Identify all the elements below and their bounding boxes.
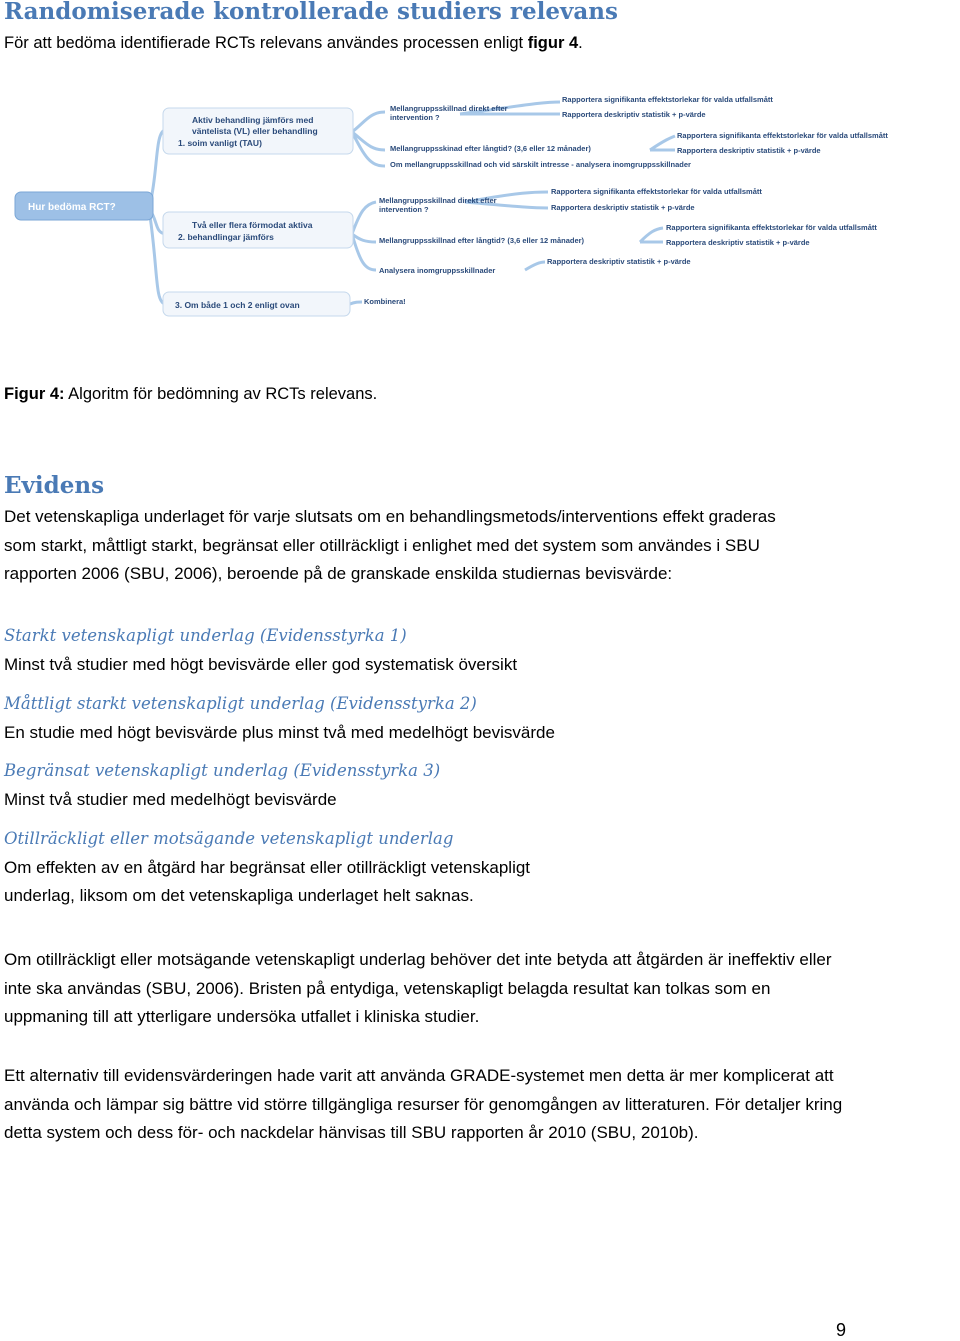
branch2-line2: 2. behandlingar jämförs <box>178 232 274 242</box>
evidence-intro-paragraph: Det vetenskapliga underlaget för varje slutsats om en behandlingsmetods/interventions effekt graderas som starkt, måttligt starkt, begränsat eller otillräckligt i enlighet med det system som användes i SBU rapporten 2006 (SBU, 2006), beroende på de granskade enskilda studiernas bevisvärde: <box>4 507 776 584</box>
root-node-label: Hur bedöma RCT? <box>28 202 116 213</box>
branch3-label: 3. Om både 1 och 2 enligt ovan <box>175 300 300 310</box>
level-4-title: Otillräckligt eller motsägande vetenskapligt underlag <box>4 829 454 848</box>
b2-q2-a2: Rapportera deskriptiv statistik + p-värde <box>666 238 810 247</box>
b1-q2-a1: Rapportera signifikanta effektstorlekar för valda utfallsmått <box>677 131 888 140</box>
b1-q1-line1: Mellangruppsskillnad direkt efter <box>390 104 508 113</box>
level-2-desc: En studie med högt bevisvärde plus minst två med medelhögt bevisvärde <box>4 722 555 742</box>
paragraph-insufficient: Om otillräckligt eller motsägande vetenskapligt underlag behöver det inte betyda att åtgärden är ineffektiv eller inte ska användas (SBU, 2006). Bristen på entydiga, vetenskapligt belagda resultat kan tolkas som en uppmaning till att ytterligare undersöka utfallet i kliniska studier. <box>4 950 832 1027</box>
branch1-line2: väntelista (VL) eller behandling <box>192 126 318 136</box>
b2-q2-a1: Rapportera signifikanta effektstorlekar för valda utfallsmått <box>666 223 877 232</box>
section-heading-evidens: Evidens <box>4 472 105 499</box>
b2-q2: Mellangruppsskillnad efter långtid? (3,6 eller 12 månader) <box>379 236 585 245</box>
branch2-line1: Två eller flera förmodat aktiva <box>192 220 313 230</box>
b1-q2-a2: Rapportera deskriptiv statistik + p-värde <box>677 146 821 155</box>
branch1-line1: Aktiv behandling jämförs med <box>192 115 314 125</box>
intro-paragraph <box>4 34 583 53</box>
b2-q1-a1: Rapportera signifikanta effektstorlekar för valda utfallsmått <box>551 187 762 196</box>
b2-q3-a: Rapportera deskriptiv statistik + p-värde <box>547 257 691 266</box>
paragraph-grade: Ett alternativ till evidensvärderingen hade varit att använda GRADE-systemet men detta är mer komplicerat att använda och lämpar sig bättre vid större tillgängliga resurser för genomgången av litteraturen. För detaljer kring detta system och dess för- och nackdelar hänvisas till SBU rapporten år 2010 (SBU, 2010b). <box>4 1066 843 1143</box>
level-4-desc-1: Om effekten av en åtgärd har begränsat eller otillräckligt vetenskapligt <box>4 857 531 877</box>
rct-algorithm-mindmap <box>0 92 960 324</box>
intro-end: . <box>578 34 583 52</box>
page-number: 9 <box>836 1320 847 1340</box>
b1-q1-a2: Rapportera deskriptiv statistik + p-värde <box>562 110 706 119</box>
b1-q1-line2: intervention ? <box>390 113 440 122</box>
level-3-desc: Minst två studier med medelhögt bevisvärde <box>4 789 337 809</box>
figure-caption <box>4 385 377 404</box>
level-1 <box>4 622 904 679</box>
caption-label: Figur 4: <box>4 385 65 403</box>
level-1-desc: Minst två studier med högt bevisvärde eller god systematisk översikt <box>4 654 518 674</box>
level-3-title: Begränsat vetenskapligt underlag (Evidensstyrka 3) <box>4 761 441 780</box>
branch2-node <box>163 212 353 248</box>
level-3 <box>4 757 904 814</box>
b1-q1-a1: Rapportera signifikanta effektstorlekar för valda utfallsmått <box>562 95 773 104</box>
b2-q1-line2: intervention ? <box>379 205 429 214</box>
intro-text: För att bedöma identifierade RCTs relevans användes processen enligt <box>4 34 528 52</box>
level-2-title: Måttligt starkt vetenskapligt underlag (Evidensstyrka 2) <box>4 694 477 713</box>
b2-q3: Analysera inomgruppsskillnader <box>379 266 496 275</box>
level-4 <box>4 825 904 911</box>
level-4-desc-2: underlag, liksom om det vetenskapliga underlaget helt saknas. <box>4 886 474 906</box>
figure-ref: figur 4 <box>527 34 579 52</box>
section-heading-rct-relevance: Randomiserade kontrollerade studiers relevans <box>4 0 618 25</box>
level-1-title: Starkt vetenskapligt underlag (Evidensstyrka 1) <box>4 626 407 645</box>
level-2 <box>4 690 904 747</box>
b2-q1-a2: Rapportera deskriptiv statistik + p-värde <box>551 203 695 212</box>
b2-q1-line1: Mellangruppsskillnad direkt efter <box>379 196 497 205</box>
b3-a: Kombinera! <box>364 297 406 306</box>
b1-q3: Om mellangruppsskillnad och vid särskilt intresse - analysera inomgruppsskillnader <box>390 160 691 169</box>
caption-text: Algoritm för bedömning av RCTs relevans. <box>64 385 378 403</box>
b1-q2: Mellangruppsskinad efter långtid? (3,6 eller 12 månader) <box>390 144 591 153</box>
branch1-line3: 1. soim vanligt (TAU) <box>178 138 262 148</box>
